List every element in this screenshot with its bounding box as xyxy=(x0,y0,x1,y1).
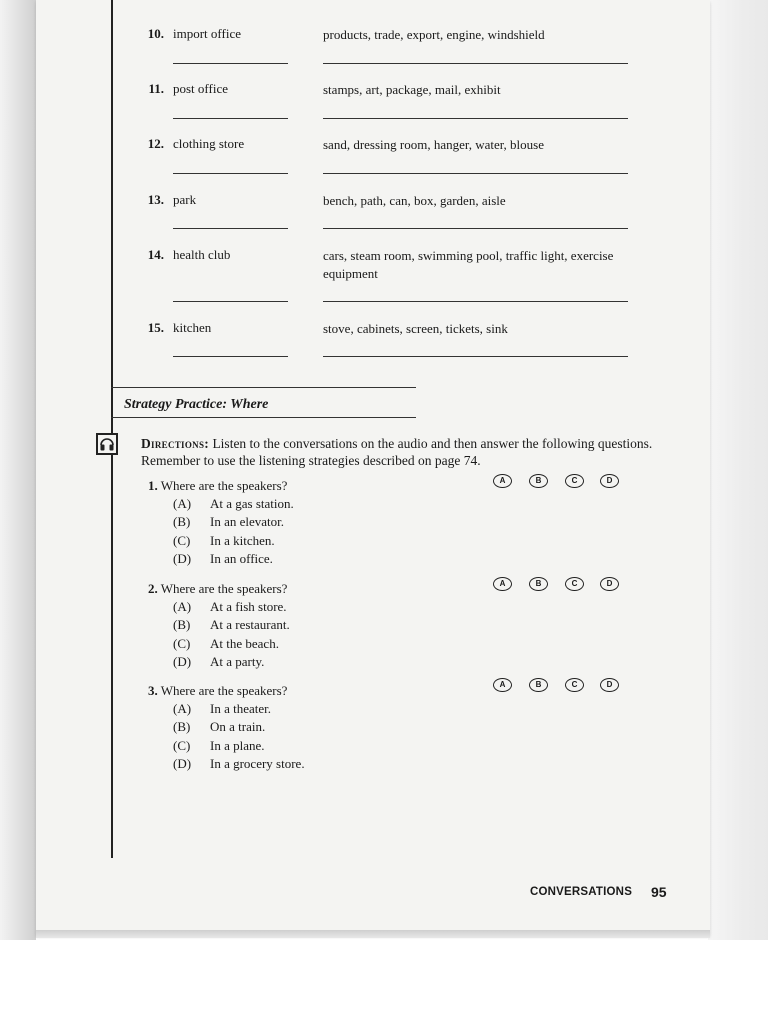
choice-letter: (C) xyxy=(173,738,191,753)
vocab-place: clothing store xyxy=(173,136,245,151)
scan-right-edge xyxy=(708,0,768,940)
answer-bubble-a[interactable]: A xyxy=(493,577,512,591)
vocab-number: 11. xyxy=(148,81,164,96)
textbook-page xyxy=(36,0,710,935)
answer-bubble-a[interactable]: A xyxy=(493,678,512,692)
answer-bubble-c[interactable]: C xyxy=(565,577,584,591)
choice-text: In an office. xyxy=(210,551,273,566)
answer-blank[interactable] xyxy=(323,63,628,64)
vocab-row xyxy=(36,26,710,76)
answer-blank[interactable] xyxy=(323,356,628,357)
scan-left-edge xyxy=(0,0,36,940)
choice-text: At the beach. xyxy=(210,636,279,651)
question-text: Where are the speakers? xyxy=(160,478,288,493)
choice-letter: (B) xyxy=(173,514,191,529)
vocab-number: 13. xyxy=(147,192,164,207)
choice-text: On a train. xyxy=(210,719,266,734)
answer-choice xyxy=(173,654,353,670)
choice-letter: (D) xyxy=(173,551,192,566)
vocab-words: stamps, art, package, mail, exhibit xyxy=(323,82,501,97)
running-footer: CONVERSATIONS xyxy=(530,886,633,898)
vocab-place: post office xyxy=(173,81,228,96)
choice-text: At a fish store. xyxy=(210,599,287,614)
choice-letter: (B) xyxy=(173,617,191,632)
vocab-place: health club xyxy=(173,247,231,262)
section-rule-top xyxy=(111,387,416,388)
vocab-row xyxy=(36,320,710,370)
choice-text: In a grocery store. xyxy=(210,756,305,771)
answer-choice xyxy=(173,636,353,652)
choice-text: At a party. xyxy=(210,654,265,669)
vocab-words: stove, cabinets, screen, tickets, sink xyxy=(323,321,508,336)
vocab-row xyxy=(36,136,710,186)
answer-blank[interactable] xyxy=(173,228,288,229)
answer-blank[interactable] xyxy=(173,118,288,119)
question-text: Where are the speakers? xyxy=(160,683,288,698)
answer-blank[interactable] xyxy=(173,356,288,357)
answer-bubble-d[interactable]: D xyxy=(600,474,619,488)
answer-choice xyxy=(173,738,353,754)
answer-bubble-c[interactable]: C xyxy=(565,678,584,692)
answer-bubble-a[interactable]: A xyxy=(493,474,512,488)
vocab-words: sand, dressing room, hanger, water, blouse xyxy=(323,137,544,152)
vocab-place: import office xyxy=(173,26,241,41)
page-bottom-edge xyxy=(36,930,710,938)
vocab-row xyxy=(36,247,710,307)
question-stem xyxy=(148,683,348,699)
question-number: 2. xyxy=(148,581,158,596)
choice-letter: (A) xyxy=(173,599,192,614)
section-title: Strategy Practice: Where xyxy=(124,397,269,412)
answer-choice xyxy=(173,599,353,615)
answer-blank[interactable] xyxy=(173,301,288,302)
answer-blank[interactable] xyxy=(323,301,628,302)
choice-letter: (A) xyxy=(173,496,192,511)
question-number: 1. xyxy=(148,478,158,493)
answer-blank[interactable] xyxy=(323,173,628,174)
question-number: 3. xyxy=(148,683,158,698)
choice-letter: (C) xyxy=(173,533,191,548)
choice-letter: (D) xyxy=(173,654,192,669)
choice-letter: (B) xyxy=(173,719,191,734)
answer-blank[interactable] xyxy=(323,228,628,229)
choice-text: In a plane. xyxy=(210,738,265,753)
vocab-place: park xyxy=(173,192,197,207)
answer-blank[interactable] xyxy=(173,63,288,64)
answer-bubble-d[interactable]: D xyxy=(600,577,619,591)
answer-choice xyxy=(173,701,353,717)
answer-bubble-b[interactable]: B xyxy=(529,474,548,488)
directions xyxy=(141,435,656,469)
answer-bubble-b[interactable]: B xyxy=(529,678,548,692)
vocab-place: kitchen xyxy=(173,320,212,335)
vocab-number: 14. xyxy=(147,247,164,262)
directions-text: Listen to the conversations on the audio and then answer the following questions. Remember to use the listening strategies described on page 74. xyxy=(141,436,653,468)
question-stem xyxy=(148,581,348,597)
answer-choice xyxy=(173,756,353,772)
question-text: Where are the speakers? xyxy=(160,581,288,596)
answer-blank[interactable] xyxy=(173,173,288,174)
choice-text: At a restaurant. xyxy=(210,617,290,632)
choice-text: In a theater. xyxy=(210,701,271,716)
choice-letter: (A) xyxy=(173,701,192,716)
answer-choice xyxy=(173,719,353,735)
section-rule-bottom xyxy=(111,417,416,418)
choice-text: At a gas station. xyxy=(210,496,294,511)
vocab-number: 10. xyxy=(147,26,164,41)
choice-text: In a kitchen. xyxy=(210,533,275,548)
headphones-icon xyxy=(96,433,118,455)
choice-text: In an elevator. xyxy=(210,514,284,529)
directions-label: Directions: xyxy=(141,436,210,451)
answer-choice xyxy=(173,551,353,567)
vocab-words: bench, path, can, box, garden, aisle xyxy=(323,193,506,208)
page-number: 95 xyxy=(651,884,667,900)
choice-letter: (D) xyxy=(173,756,192,771)
answer-bubble-b[interactable]: B xyxy=(529,577,548,591)
answer-blank[interactable] xyxy=(323,118,628,119)
answer-bubble-d[interactable]: D xyxy=(600,678,619,692)
answer-choice xyxy=(173,514,353,530)
answer-choice xyxy=(173,617,353,633)
answer-bubble-c[interactable]: C xyxy=(565,474,584,488)
vocab-words: products, trade, export, engine, windshield xyxy=(323,27,545,42)
vocab-number: 15. xyxy=(147,320,164,335)
vocab-row xyxy=(36,192,710,242)
choice-letter: (C) xyxy=(173,636,191,651)
vocab-number: 12. xyxy=(147,136,164,151)
question-stem xyxy=(148,478,348,494)
vocab-words: cars, steam room, swimming pool, traffic light, exercise equipment xyxy=(323,248,614,281)
answer-choice xyxy=(173,533,353,549)
answer-choice xyxy=(173,496,353,512)
vocab-row xyxy=(36,81,710,131)
